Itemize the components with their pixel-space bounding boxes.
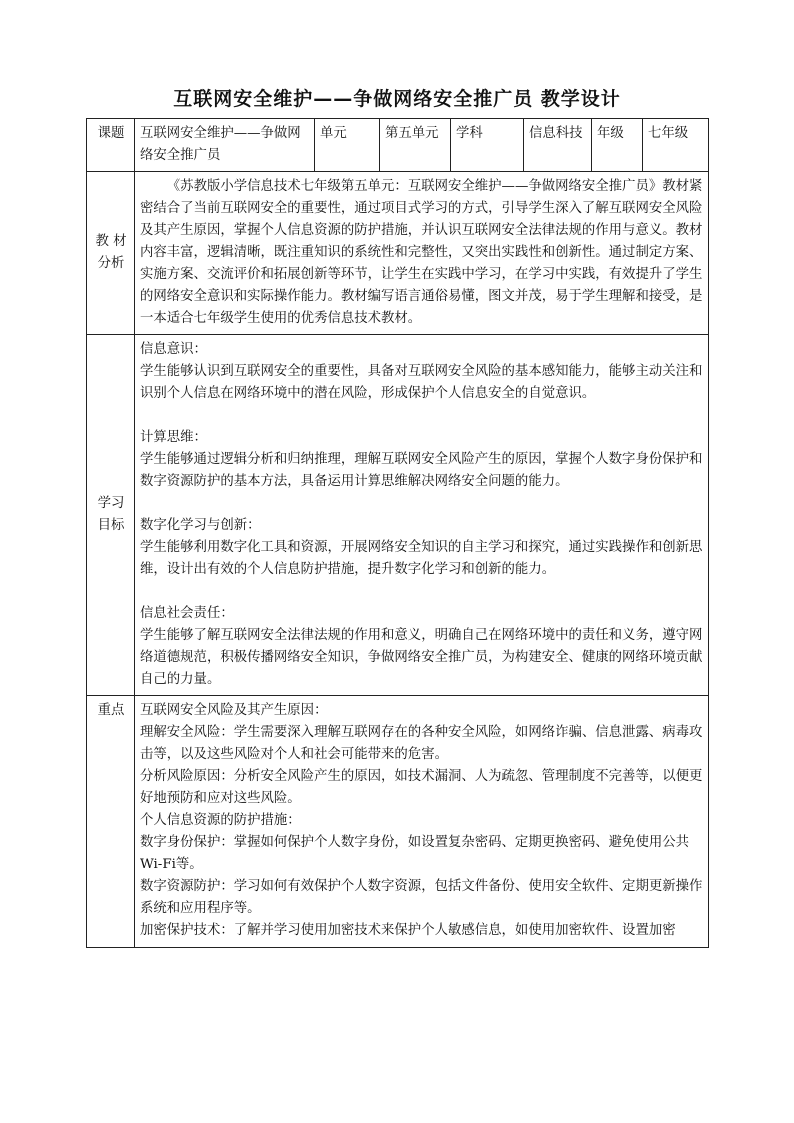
key-points-content [140,700,704,947]
key-point-line: 个人信息资源的防护措施： [140,813,301,828]
analysis-cell [135,172,709,335]
objective-heading: 数字化学习与创新： [140,518,261,533]
page-title: 互联网安全维护——争做网络安全推广员 教学设计 [173,88,621,110]
unit-value: 第五单元 [380,119,451,172]
unit-label: 单元 [315,119,380,172]
spacer [140,493,704,515]
objective-text: 学生能够通过逻辑分析和归纳推理，理解互联网安全风险产生的原因，掌握个人数字身份保护和数字资源防护的基本方法，具备运用计算思维解决网络安全问题的能力。 [140,452,703,489]
objective-text: 学生能够了解互联网安全法律法规的作用和意义，明确自己在网络环境中的责任和义务，遵守网络道德规范，积极传播网络安全知识，争做网络安全推广员，为构建安全、健康的网络环境贡献自己的力量。 [140,628,703,687]
spacer [140,581,704,603]
objectives-cell [135,335,709,696]
key-point-line: 理解安全风险：学生需要深入理解互联网存在的各种安全风险，如网络诈骗、信息泄露、病毒攻击等，以及这些风险对个人和社会可能带来的危害。 [140,725,703,762]
topic-label: 课题 [87,119,135,172]
key-point-line: 互联网安全风险及其产生原因： [140,703,328,718]
spacer [140,405,704,427]
key-point-line: 加密保护技术：了解并学习使用加密技术来保护个人敏感信息，如使用加密软件、设置加密 [140,923,676,938]
key-point-line: 分析风险原因：分析安全风险产生的原因，如技术漏洞、人为疏忽、管理制度不完善等，以便更好地预防和应对这些风险。 [140,769,703,806]
objective-text: 学生能够利用数字化工具和资源，开展网络安全知识的自主学习和探究，通过实践操作和创新思维，设计出有效的个人信息防护措施，提升数字化学习和创新的能力。 [140,540,703,577]
key-points-cell [135,696,709,948]
objectives-row [87,335,709,696]
key-point-line: 数字身份保护：掌握如何保护个人数字身份，如设置复杂密码、定期更换密码、避免使用公共Wi-Fi等。 [140,835,690,872]
objectives-label: 学习目标 [87,335,135,696]
objective-heading: 计算思维： [140,430,207,445]
key-point-line: 数字资源防护：学习如何有效保护个人数字资源，包括文件备份、使用安全软件、定期更新操作系统和应用程序等。 [140,879,703,916]
analysis-label: 教 材分析 [87,172,135,335]
grade-value: 七年级 [643,119,709,172]
objective-heading: 信息社会责任： [140,606,234,621]
topic-value: 互联网安全维护——争做网络安全推广员 [135,119,315,172]
grade-label: 年级 [592,119,643,172]
header-row [87,119,709,172]
objective-text: 学生能够认识到互联网安全的重要性，具备对互联网安全风险的基本感知能力，能够主动关注和识别个人信息在网络环境中的潜在风险，形成保护个人信息安全的自觉意识。 [140,364,703,401]
key-points-row [87,696,709,948]
subject-value: 信息科技 [524,119,592,172]
analysis-row [87,172,709,335]
subject-label: 学科 [451,119,524,172]
lesson-plan-table [86,118,709,948]
objective-heading: 信息意识： [140,342,207,357]
key-points-label: 重点 [87,696,135,948]
analysis-text: 《苏教版小学信息技术七年级第五单元：互联网安全维护——争做网络安全推广员》教材紧密结合了当前互联网安全的重要性，通过项目式学习的方式，引导学生深入了解互联网安全风险及其产生原因，掌握个人信息资源的防护措施，并认识互联网安全法律法规的作用与意义。教材内容丰富，逻辑清晰，既注重知识的系统性和完整性，又突出实践性和创新性。通过制定方案、实施方案、交流评价和拓展创新等环节，让学生在实践中学习，在学习中实践，有效提升了学生的网络安全意识和实际操作能力。教材编写语言通俗易懂，图文并茂，易于学生理解和接受，是一本适合七年级学生使用的优秀信息技术教材。 [140,179,703,326]
